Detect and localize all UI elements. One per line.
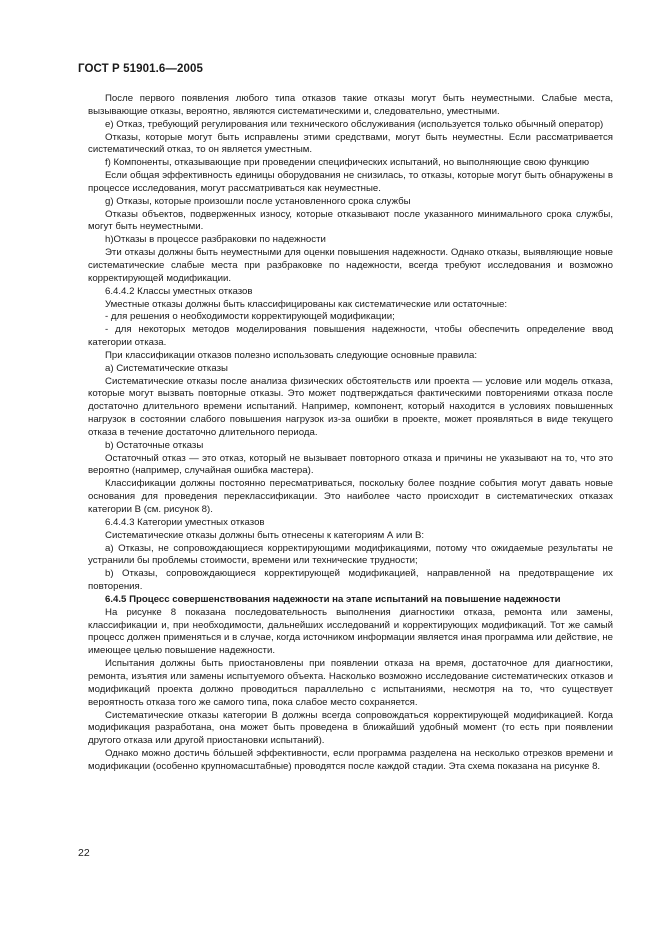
- paragraph: Отказы, которые могут быть исправлены этими средствами, могут быть неуместны. Если рассматривается систематический отказ, то он является уместным.: [88, 131, 613, 156]
- body-text: [88, 93, 613, 774]
- paragraph: Уместные отказы должны быть классифицированы как систематические или остаточные:: [105, 298, 508, 310]
- section-heading-6-4-4-3: 6.4.4.3 Категории уместных отказов: [105, 516, 265, 528]
- paragraph: После первого появления любого типа отказов такие отказы могут быть неуместными. Слабые места, вызывающие отказы, вероятно, являются систематическими и, следовательно, уместными.: [88, 93, 613, 117]
- paragraph: Если общая эффективность единицы оборудования не снизилась, то отказы, которые могут быть обнаружены в процессе исследования, могут рассматриваться как неуместные.: [88, 170, 613, 194]
- list-item-a: a) Систематические отказы: [105, 362, 228, 374]
- paragraph: Эти отказы должны быть неуместными для оценки повышения надежности. Однако отказы, выявляющие новые систематические слабые места при разбраковке по надежности, всегда требуют исследования и возможно корректирующей модификации.: [88, 247, 613, 284]
- page-number: 22: [78, 847, 90, 859]
- paragraph: Испытания должны быть приостановлены при появлении отказа на время, достаточное для диагностики, ремонта, изъятия или замены испытуемого объекта. Насколько возможно исследование систематических отказов и модификаций проекта должно проводиться параллельно с испытаниями, несмотря на то, что существует вероятность отказа того же самого типа, пока слабое место сохраняется.: [88, 658, 613, 708]
- dash-list-item: - для решения о необходимости корректирующей модификации;: [105, 311, 395, 323]
- paragraph: Систематические отказы после анализа физических обстоятельств или проекта — условие или модель отказа, которые могут вызвать повторные отказы. Это может подтверждаться фактическими повторениями отказа после достаточно длительного времени испытаний. Например, компонент, который находится в условиях повышенных нагрузок в состоянии слабого повышения нагрузок из-за ошибки в проекте, может проявляться в виде текущего отказа в течение достаточно длительного периода.: [88, 375, 613, 438]
- paragraph: Однако можно достичь бо́льшей эффективности, если программа разделена на несколько отрезков времени и модификации (особенно крупномасштабные) проводятся после каждой стадии. Эта схема показана на рисунке 8.: [88, 748, 613, 772]
- list-item-a: a) Отказы, не сопровождающиеся корректирующими модификациями, потому что ожидаемые результаты не устранили бы проблемы стоимости, времени или технические трудности;: [88, 542, 613, 567]
- dash-list-item: - для некоторых методов моделирования повышения надежности, чтобы обеспечить определение ввод категории отказа.: [88, 324, 613, 349]
- list-item-h: h)Отказы в процессе разбраковки по надежности: [105, 234, 326, 246]
- list-item-b: b) Остаточные отказы: [105, 439, 204, 451]
- paragraph: Систематические отказы категории В должны всегда сопровождаться корректирующей модификацией. Когда модификация разработана, она может быть проведена в ближайший удобный момент (то есть при появлении другого отказа или другой приостановки испытаний).: [88, 709, 613, 747]
- paragraph: Отказы объектов, подверженных износу, которые отказывают после указанного минимального срока службы, могут быть неуместными.: [88, 208, 613, 233]
- list-item-e: e) Отказ, требующий регулирования или технического обслуживания (используется только обычный оператор): [105, 118, 604, 130]
- list-item-b: b) Отказы, сопровождающиеся корректирующей модификацией, направленной на предотвращение их повторения.: [88, 568, 613, 593]
- paragraph: Систематические отказы должны быть отнесены к категориям А или В:: [105, 529, 425, 541]
- section-heading-6-4-5: 6.4.5 Процесс совершенствования надежности на этапе испытаний на повышение надежности: [105, 593, 561, 605]
- paragraph: На рисунке 8 показана последовательность выполнения диагностики отказа, ремонта или замены, классификации и, при необходимости, дальнейших исследований и корректирующих модификаций. Тот же самый процесс должен применяться и в случае, когда источником информации является иная программа или действие, не имеющее целью повышение надежности.: [88, 606, 613, 657]
- list-item-g: g) Отказы, которые произошли после установленного срока службы: [105, 195, 411, 207]
- standard-code-header: ГОСТ Р 51901.6—2005: [78, 63, 203, 75]
- paragraph: При классификации отказов полезно использовать следующие основные правила:: [105, 349, 478, 361]
- paragraph: Остаточный отказ — это отказ, который не вызывает повторного отказа и причины не указывают на то, что это вероятно (например, случайная ошибка мастера).: [88, 452, 613, 477]
- list-item-f: f) Компоненты, отказывающие при проведении специфических испытаний, но выполняющие свою функцию: [105, 157, 590, 169]
- paragraph: Классификации должны постоянно пересматриваться, поскольку более поздние события могут давать новые основания для проведения переклассификации. Это наиболее часто происходит в систематических отказах категории В (см. рисунок 8).: [88, 478, 613, 515]
- section-heading-6-4-4-2: 6.4.4.2 Классы уместных отказов: [105, 285, 253, 297]
